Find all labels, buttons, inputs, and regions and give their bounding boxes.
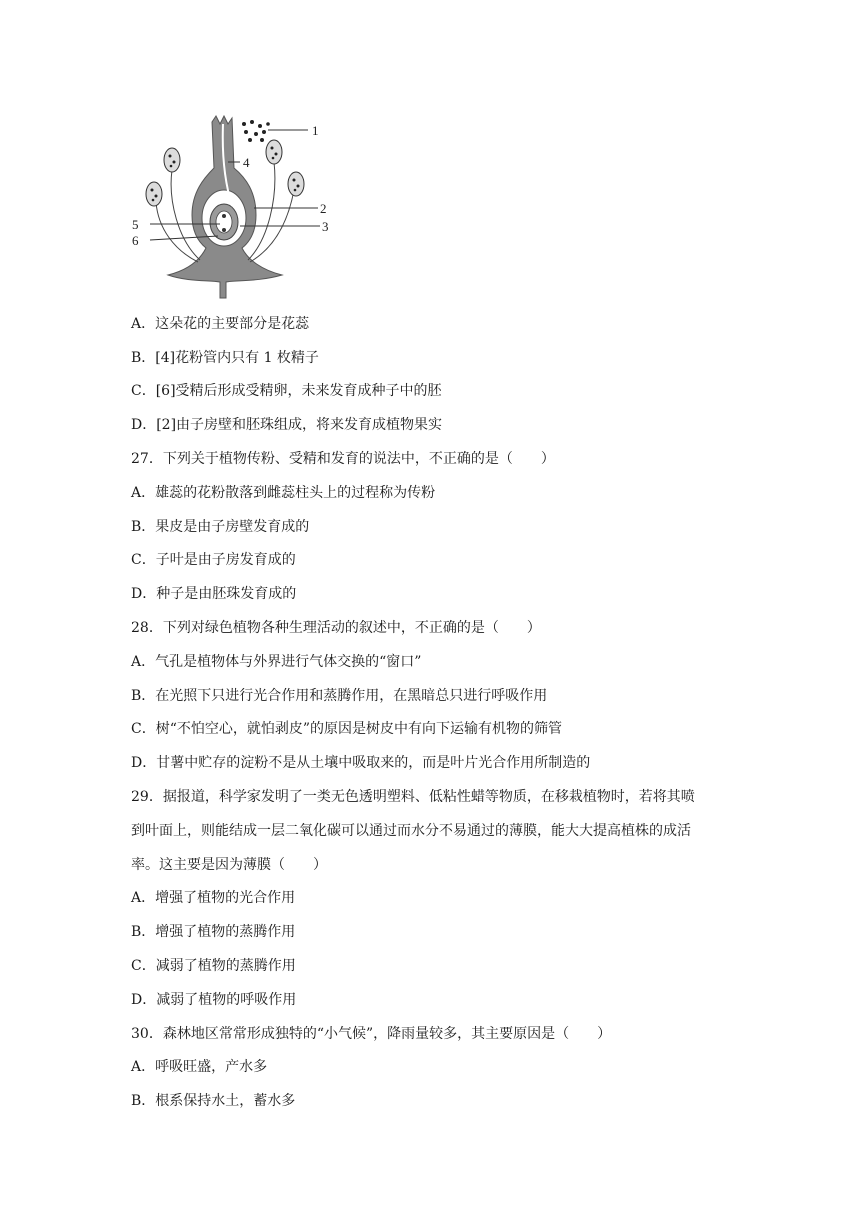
q27-option-b: B．果皮是由子房壁发育成的	[131, 519, 310, 535]
figure-label-1: 1	[312, 123, 319, 138]
anther-left-1	[164, 148, 180, 172]
option-b-flower: B．[4]花粉管内只有 1 枚精子	[131, 350, 319, 366]
option-d-flower: D．[2]由子房壁和胚珠组成，将来发育成植物果实	[131, 417, 443, 433]
figure-label-3: 3	[322, 219, 329, 234]
question-28: 28．下列对绿色植物各种生理活动的叙述中，不正确的是（ ）	[131, 620, 541, 636]
flower-structure-figure	[128, 110, 348, 305]
figure-label-6: 6	[132, 233, 139, 248]
q28-option-c: C．树“不怕空心，就怕剥皮”的原因是树皮中有向下运输有机物的筛管	[131, 721, 563, 737]
q29-option-d: D．减弱了植物的呼吸作用	[131, 992, 297, 1008]
figure-label-4: 4	[243, 155, 250, 170]
option-c-flower: C．[6]受精后形成受精卵，未来发育成种子中的胚	[131, 383, 442, 399]
question-29-line-2: 到叶面上，则能结成一层二氧化碳可以通过而水分不易通过的薄膜，能大大提高植株的成活	[131, 823, 691, 839]
flower-diagram	[128, 110, 348, 305]
q29-option-b: B．增强了植物的蒸腾作用	[131, 924, 296, 940]
q28-option-a: A．气孔是植物体与外界进行气体交换的“窗口”	[131, 654, 422, 670]
question-29-line-1: 29．据报道，科学家发明了一类无色透明塑料、低粘性蜡等物质，在移栽植物时，若将其喷	[131, 789, 695, 805]
anther-right-1	[266, 140, 282, 164]
q27-option-a: A．雄蕊的花粉散落到雌蕊柱头上的过程称为传粉	[131, 485, 436, 501]
anther-right-2	[288, 172, 304, 196]
q29-option-c: C．减弱了植物的蒸腾作用	[131, 958, 296, 974]
question-30: 30．森林地区常常形成独特的“小气候”，降雨量较多，其主要原因是（ ）	[131, 1026, 612, 1042]
q28-option-b: B．在光照下只进行光合作用和蒸腾作用，在黑暗总只进行呼吸作用	[131, 688, 548, 704]
figure-label-5: 5	[132, 217, 139, 232]
q30-option-a: A．呼吸旺盛，产水多	[131, 1059, 268, 1075]
q29-option-a: A．增强了植物的光合作用	[131, 890, 296, 906]
q30-option-b: B．根系保持水土，蓄水多	[131, 1093, 296, 1109]
question-29-line-3: 率。这主要是因为薄膜（ ）	[131, 857, 327, 873]
q27-option-c: C．子叶是由子房发育成的	[131, 552, 296, 568]
pollen-grains	[242, 120, 270, 142]
option-a-flower: A．这朵花的主要部分是花蕊	[131, 316, 310, 332]
q27-option-d: D．种子是由胚珠发育成的	[131, 586, 297, 602]
q28-option-d: D．甘薯中贮存的淀粉不是从土壤中吸取来的，而是叶片光合作用所制造的	[131, 755, 591, 771]
question-27: 27．下列关于植物传粉、受精和发育的说法中，不正确的是（ ）	[131, 451, 555, 467]
figure-label-2: 2	[320, 201, 327, 216]
anther-left-2	[146, 182, 162, 206]
